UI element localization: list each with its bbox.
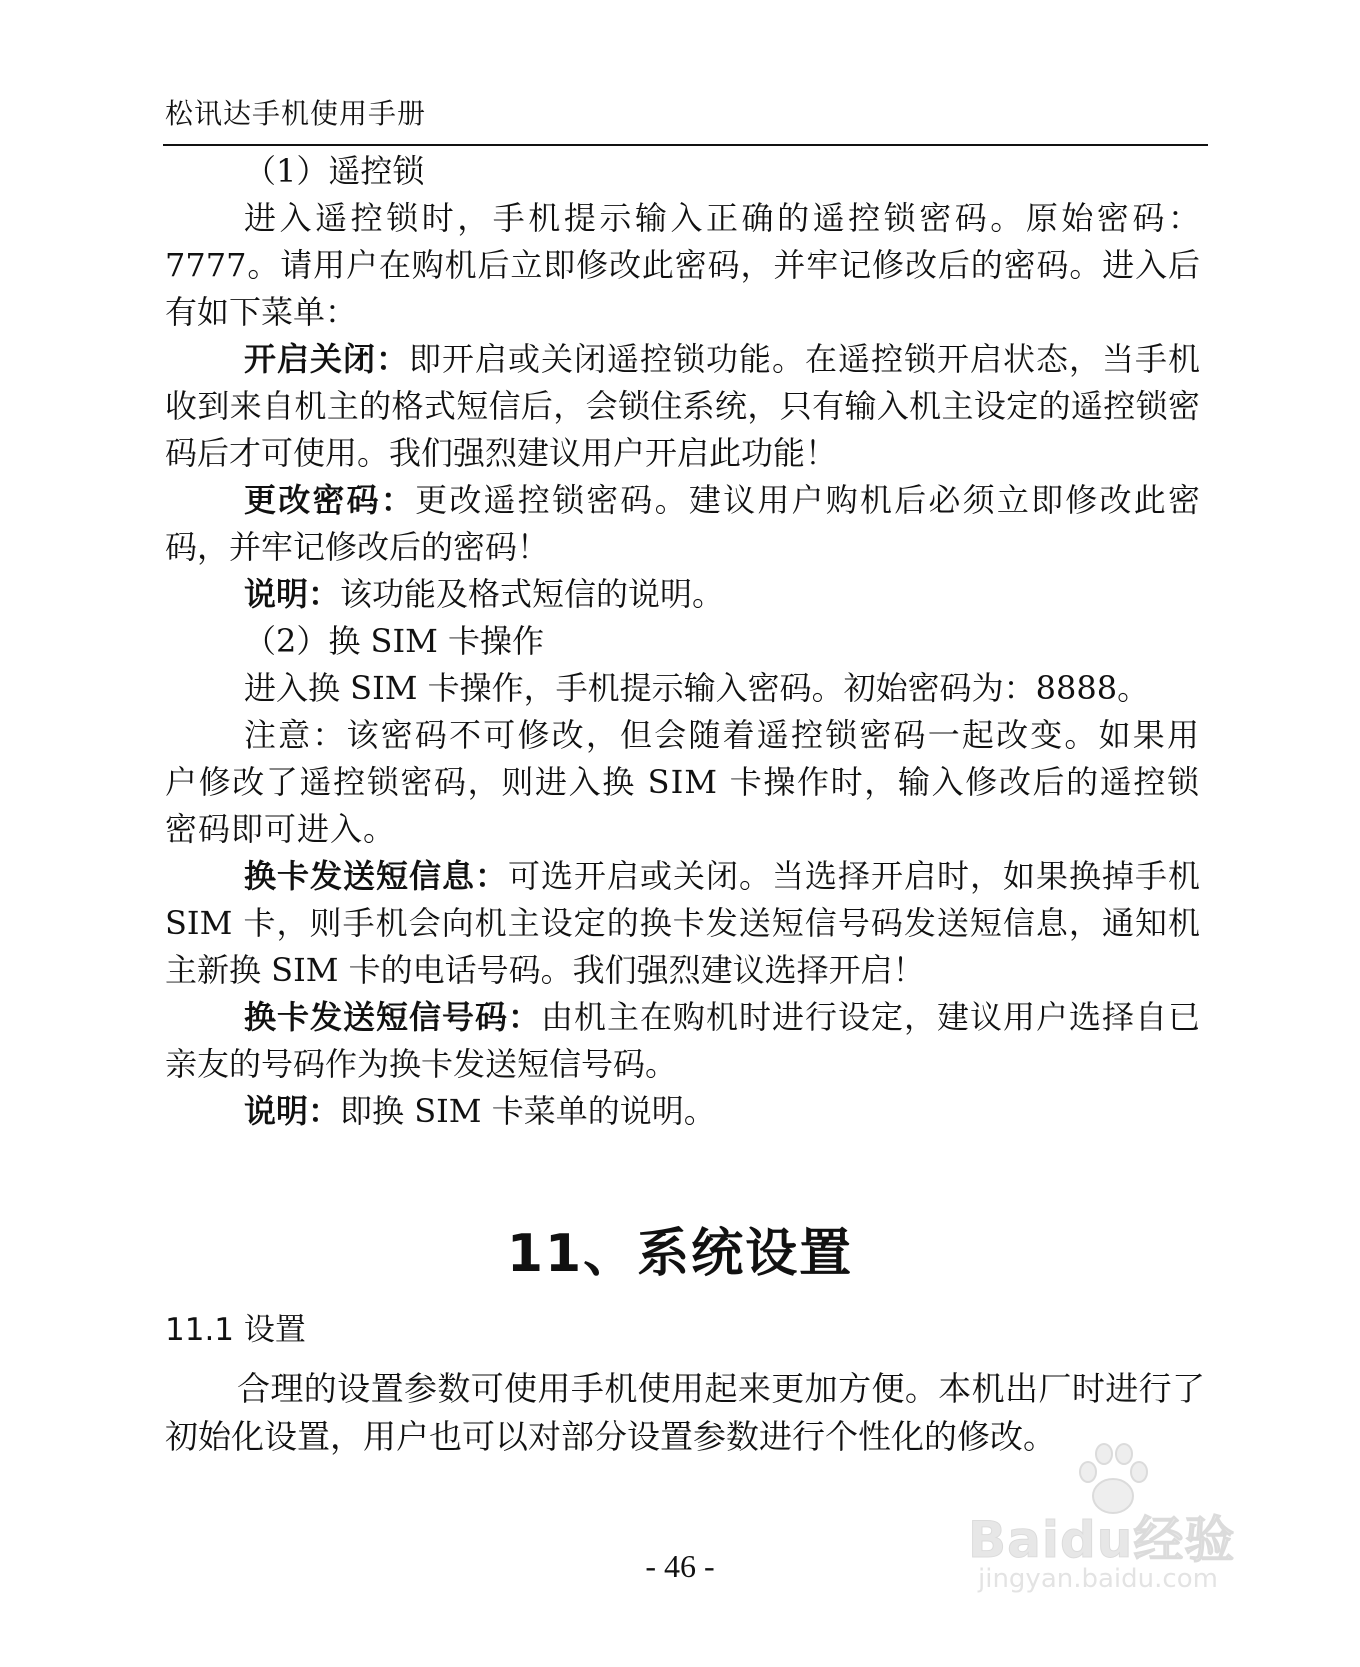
- watermark: [968, 1440, 1268, 1600]
- watermark-url: jingyan.baidu.com: [978, 1564, 1218, 1594]
- term-text: 由机主在购机时进行设定，建议用户选择自已亲友的号码作为换卡发送短信号码。: [165, 998, 1200, 1083]
- term-label: 说明：: [244, 1092, 341, 1130]
- chapter-title: 11、系统设置: [506, 1224, 854, 1284]
- paragraph-explanation-1: [165, 571, 1200, 618]
- paragraph-note: 注意：该密码不可修改，但会随着遥控锁密码一起改变。如果用户修改了遥控锁密码，则进入换 SIM 卡操作时，输入修改后的遥控锁密码即可进入。: [165, 716, 1200, 848]
- page-number: - 46 -: [645, 1548, 715, 1584]
- term-label: 换卡发送短信号码：: [244, 998, 541, 1036]
- term-label: 更改密码：: [244, 481, 416, 519]
- running-header: 松讯达手机使用手册: [165, 97, 427, 130]
- main-content: [165, 148, 1200, 1135]
- term-text: 即换 SIM 卡菜单的说明。: [340, 1092, 716, 1130]
- subheading-sim-change: （2）换 SIM 卡操作: [244, 622, 545, 660]
- header-rule: [163, 144, 1208, 146]
- term-label: 说明：: [244, 575, 341, 613]
- term-text: 更改遥控锁密码。建议用户购机后必须立即修改此密码，并牢记修改后的密码！: [165, 481, 1200, 566]
- subheading-remote-lock: （1）遥控锁: [244, 152, 425, 190]
- paragraph-sim-sms: [165, 853, 1200, 994]
- term-label: 换卡发送短信息：: [244, 857, 508, 895]
- paragraph-change-password: [165, 477, 1200, 571]
- section-title: 11.1 设置: [165, 1312, 306, 1348]
- watermark-brand: Baidu经验: [968, 1511, 1236, 1569]
- term-text: 可选开启或关闭。当选择开启时，如果换掉手机 SIM 卡，则手机会向机主设定的换卡发送短信号码发送短信息，通知机主新换 SIM 卡的电话号码。我们强烈建议选择开启！: [165, 857, 1200, 989]
- term-text: 该功能及格式短信的说明。: [340, 575, 725, 613]
- term-label: 开启关闭：: [244, 340, 409, 378]
- term-text: 即开启或关闭遥控锁功能。在遥控锁开启状态，当手机收到来自机主的格式短信后，会锁住系统，只有输入机主设定的遥控锁密码后才可使用。我们强烈建议用户开启此功能！: [165, 340, 1200, 472]
- paragraph-toggle: [165, 336, 1200, 477]
- paragraph-explanation-2: [165, 1088, 1200, 1135]
- paragraph-sim-change-intro: 进入换 SIM 卡操作，手机提示输入密码。初始密码为：8888。: [244, 669, 1150, 707]
- intro-paragraph: 合理的设置参数可使用手机使用起来更加方便。本机出厂时进行了初始化设置，用户也可以对部分设置参数进行个性化的修改。: [165, 1369, 1205, 1456]
- paragraph-remote-lock-intro: 进入遥控锁时，手机提示输入正确的遥控锁密码。原始密码：7777。请用户在购机后立即修改此密码，并牢记修改后的密码。进入后有如下菜单：: [165, 199, 1200, 331]
- paragraph-sim-sms-number: [165, 994, 1200, 1088]
